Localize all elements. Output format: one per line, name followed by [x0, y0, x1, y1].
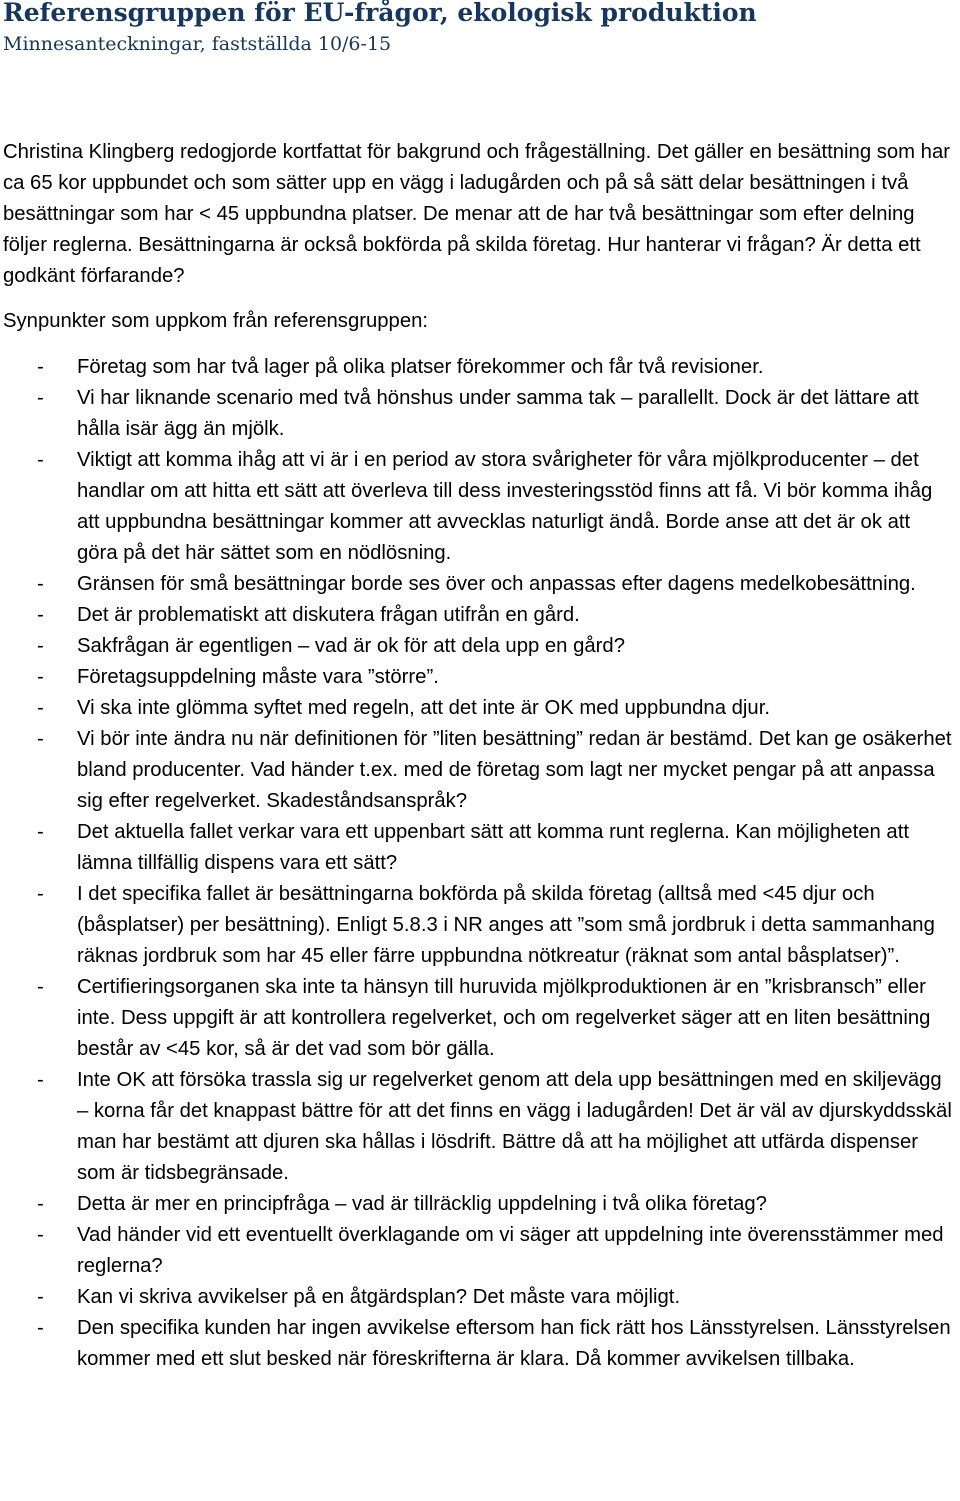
list-item: [3, 1313, 955, 1375]
points-list: [3, 352, 955, 1375]
bullet-dash: -: [37, 821, 44, 843]
document-body: [3, 137, 955, 1375]
list-item: [3, 1282, 955, 1313]
synpunkter-heading: Synpunkter som uppkom från referensgruppen:: [3, 310, 429, 332]
list-item-text: I det specifika fallet är besättningarna bokförda på skilda företag (alltså med <45 djur och (båsplatser) per besättning). Enligt 5.8.3 i NR anges att ”som små jordbruk i detta sammanhang räknas jordbruk som har 45 eller färre uppbundna nötkreatur (räknat som antal båsplatser)”.: [77, 883, 935, 967]
bullet-dash: -: [37, 666, 44, 688]
list-item-text: Certifieringsorganen ska inte ta hänsyn till huruvida mjölkproduktionen är en ”krisbransch” eller inte. Dess uppgift är att kontrollera regelverket, och om regelverket säger att en liten besättning består av <45 kor, så är det vad som bör gälla.: [77, 976, 931, 1060]
bullet-dash: -: [37, 635, 44, 657]
list-item: [3, 383, 955, 445]
list-item: [3, 879, 955, 972]
bullet-dash: -: [37, 976, 44, 998]
list-item: [3, 1220, 955, 1282]
list-item: [3, 631, 955, 662]
list-item-text: Det aktuella fallet verkar vara ett uppenbart sätt att komma runt reglerna. Kan möjligheten att lämna tillfällig dispens vara ett sätt?: [77, 821, 909, 874]
list-item-text: Vi bör inte ändra nu när definitionen för ”liten besättning” redan är bestämd. Det kan ge osäkerhet bland producenter. Vad händer t.ex. med de företag som lagt ner mycket pengar på att anpassa sig efter regelverket. Skadeståndsanspråk?: [77, 728, 952, 812]
bullet-dash: -: [37, 883, 44, 905]
list-item: [3, 352, 955, 383]
bullet-dash: -: [37, 604, 44, 626]
bullet-dash: -: [37, 356, 44, 378]
list-item: [3, 1189, 955, 1220]
bullet-dash: -: [37, 728, 44, 750]
bullet-dash: -: [37, 573, 44, 595]
list-item-text: Vi har liknande scenario med två hönshus under samma tak – parallellt. Dock är det lättare att hålla isär ägg än mjölk.: [77, 387, 919, 440]
list-item-text: Den specifika kunden har ingen avvikelse eftersom han fick rätt hos Länsstyrelsen. Länsstyrelsen kommer med ett slut besked när föreskrifterna är klara. Då kommer avvikelsen tillbaka.: [77, 1317, 951, 1370]
bullet-dash: -: [37, 697, 44, 719]
list-item: [3, 693, 955, 724]
list-item: [3, 569, 955, 600]
bullet-dash: -: [37, 1193, 44, 1215]
bullet-dash: -: [37, 387, 44, 409]
list-item-text: Gränsen för små besättningar borde ses över och anpassas efter dagens medelkobesättning.: [77, 573, 916, 595]
list-item: [3, 972, 955, 1065]
bullet-dash: -: [37, 1224, 44, 1246]
bullet-dash: -: [37, 1069, 44, 1091]
document-title: Referensgruppen för EU-frågor, ekologisk produktion: [3, 0, 757, 27]
list-item: [3, 445, 955, 569]
list-item-text: Företag som har två lager på olika platser förekommer och får två revisioner.: [77, 356, 764, 378]
list-item-text: Vi ska inte glömma syftet med regeln, att det inte är OK med uppbundna djur.: [77, 697, 770, 719]
list-item-text: Det är problematiskt att diskutera frågan utifrån en gård.: [77, 604, 580, 626]
list-item-text: Kan vi skriva avvikelser på en åtgärdsplan? Det måste vara möjligt.: [77, 1286, 681, 1308]
list-item-text: Vad händer vid ett eventuellt överklagande om vi säger att uppdelning inte överensstämmer med reglerna?: [77, 1224, 944, 1277]
document-subtitle: Minnesanteckningar, fastställda 10/6-15: [3, 33, 392, 55]
bullet-dash: -: [37, 449, 44, 471]
list-item: [3, 724, 955, 817]
bullet-dash: -: [37, 1286, 44, 1308]
list-item: [3, 1065, 955, 1189]
list-item: [3, 600, 955, 631]
bullet-dash: -: [37, 1317, 44, 1339]
intro-paragraph: Christina Klingberg redogjorde kortfattat för bakgrund och frågeställning. Det gäller en besättning som har ca 65 kor uppbundet och som sätter upp en vägg i ladugården och på så sätt delar besättningen i två besättningar som har < 45 uppbundna platser. De menar att de har två besättningar som efter delning följer reglerna. Besättningarna är också bokförda på skilda företag. Hur hanterar vi frågan? Är detta ett godkänt förfarande?: [3, 141, 950, 287]
list-item: [3, 817, 955, 879]
list-item: [3, 662, 955, 693]
list-item-text: Företagsuppdelning måste vara ”större”.: [77, 666, 439, 688]
list-item-text: Sakfrågan är egentligen – vad är ok för att dela upp en gård?: [77, 635, 625, 657]
list-item-text: Viktigt att komma ihåg att vi är i en period av stora svårigheter för våra mjölkproducenter – det handlar om att hitta ett sätt att överleva till dess investeringsstöd finns att få. Vi bör komma ihåg att uppbundna besättningar kommer att avvecklas naturligt ändå. Borde anse att det är ok att göra på det här sättet som en nödlösning.: [77, 449, 933, 564]
list-item-text: Inte OK att försöka trassla sig ur regelverket genom att dela upp besättningen med en skiljevägg – korna får det knappast bättre för att det finns en vägg i ladugården! Det är väl av djurskyddsskäl man har bestämt att djuren ska hållas i lösdrift. Bättre då att ha möjlighet att utfärda dispenser som är tidsbegränsade.: [77, 1069, 952, 1184]
list-item-text: Detta är mer en principfråga – vad är tillräcklig uppdelning i två olika företag?: [77, 1193, 767, 1215]
